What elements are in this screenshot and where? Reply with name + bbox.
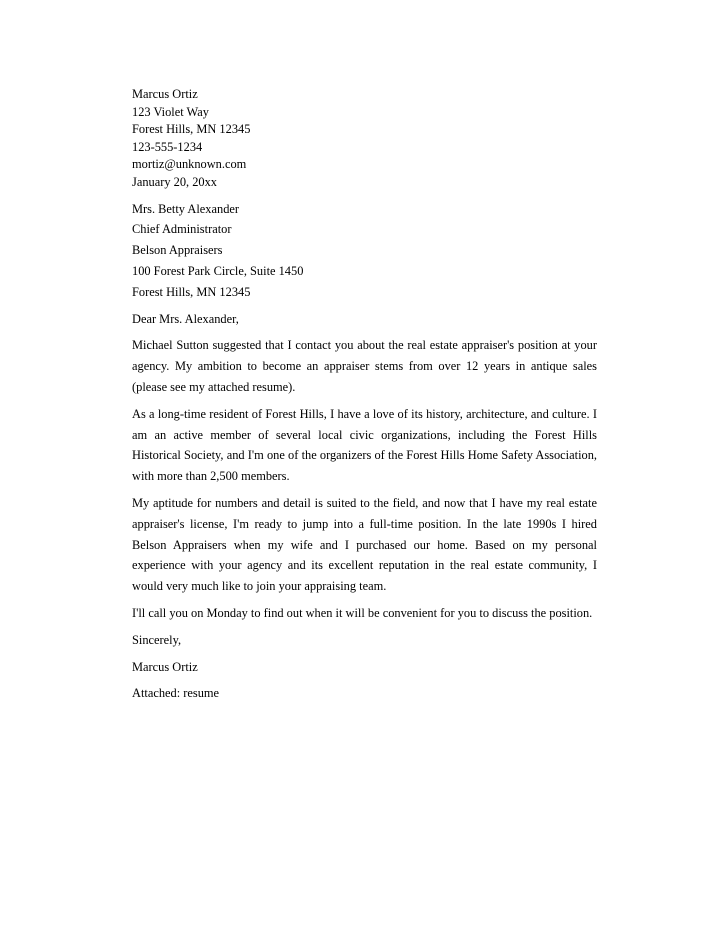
closing: Sincerely, bbox=[132, 632, 182, 647]
recipient-title: Chief Administrator bbox=[132, 222, 232, 237]
body-paragraph-2: As a long-time resident of Forest Hills, I have a love of its history, architecture, and culture. I am an active member of several local civic organizations, including the Forest Hills Historical Society, and I'm one of the organizers of the Forest Hills Home Safety Association, with more than 2,500 members. bbox=[132, 406, 597, 484]
letter-date: January 20, 20xx bbox=[132, 174, 217, 189]
recipient-address-block bbox=[132, 199, 597, 303]
sender-city: Forest Hills, MN 12345 bbox=[132, 122, 251, 137]
attachment-note: Attached: resume bbox=[132, 686, 220, 701]
recipient-name: Mrs. Betty Alexander bbox=[132, 201, 240, 216]
body-paragraph-3: My aptitude for numbers and detail is suited to the field, and now that I have my real estate appraiser's license, I'm ready to jump into a full-time position. In the late 1990s I hired Belson Appraisers when my wife and I purchased our home. Based on my personal experience with your agency and its excellent reputation in the real estate community, I would very much like to join your appraising team. bbox=[132, 495, 597, 594]
sender-name: Marcus Ortiz bbox=[132, 87, 198, 101]
body-paragraph-4: I'll call you on Monday to find out when it will be convenient for you to discuss the position. bbox=[132, 605, 593, 620]
sender-address-block bbox=[132, 86, 597, 192]
recipient-company: Belson Appraisers bbox=[132, 243, 223, 258]
recipient-city: Forest Hills, MN 12345 bbox=[132, 284, 251, 299]
sender-phone: 123-555-1234 bbox=[132, 139, 203, 154]
signature-name: Marcus Ortiz bbox=[132, 659, 198, 674]
cover-letter bbox=[132, 86, 597, 704]
sender-street: 123 Violet Way bbox=[132, 104, 209, 119]
sender-email: mortiz@unknown.com bbox=[132, 157, 247, 172]
recipient-street: 100 Forest Park Circle, Suite 1450 bbox=[132, 263, 304, 278]
body-paragraph-1: Michael Sutton suggested that I contact you about the real estate appraiser's position at your agency. My ambition to become an appraiser stems from over 12 years in antique sales (please see my attached resume). bbox=[132, 338, 597, 394]
salutation: Dear Mrs. Alexander, bbox=[132, 311, 239, 326]
